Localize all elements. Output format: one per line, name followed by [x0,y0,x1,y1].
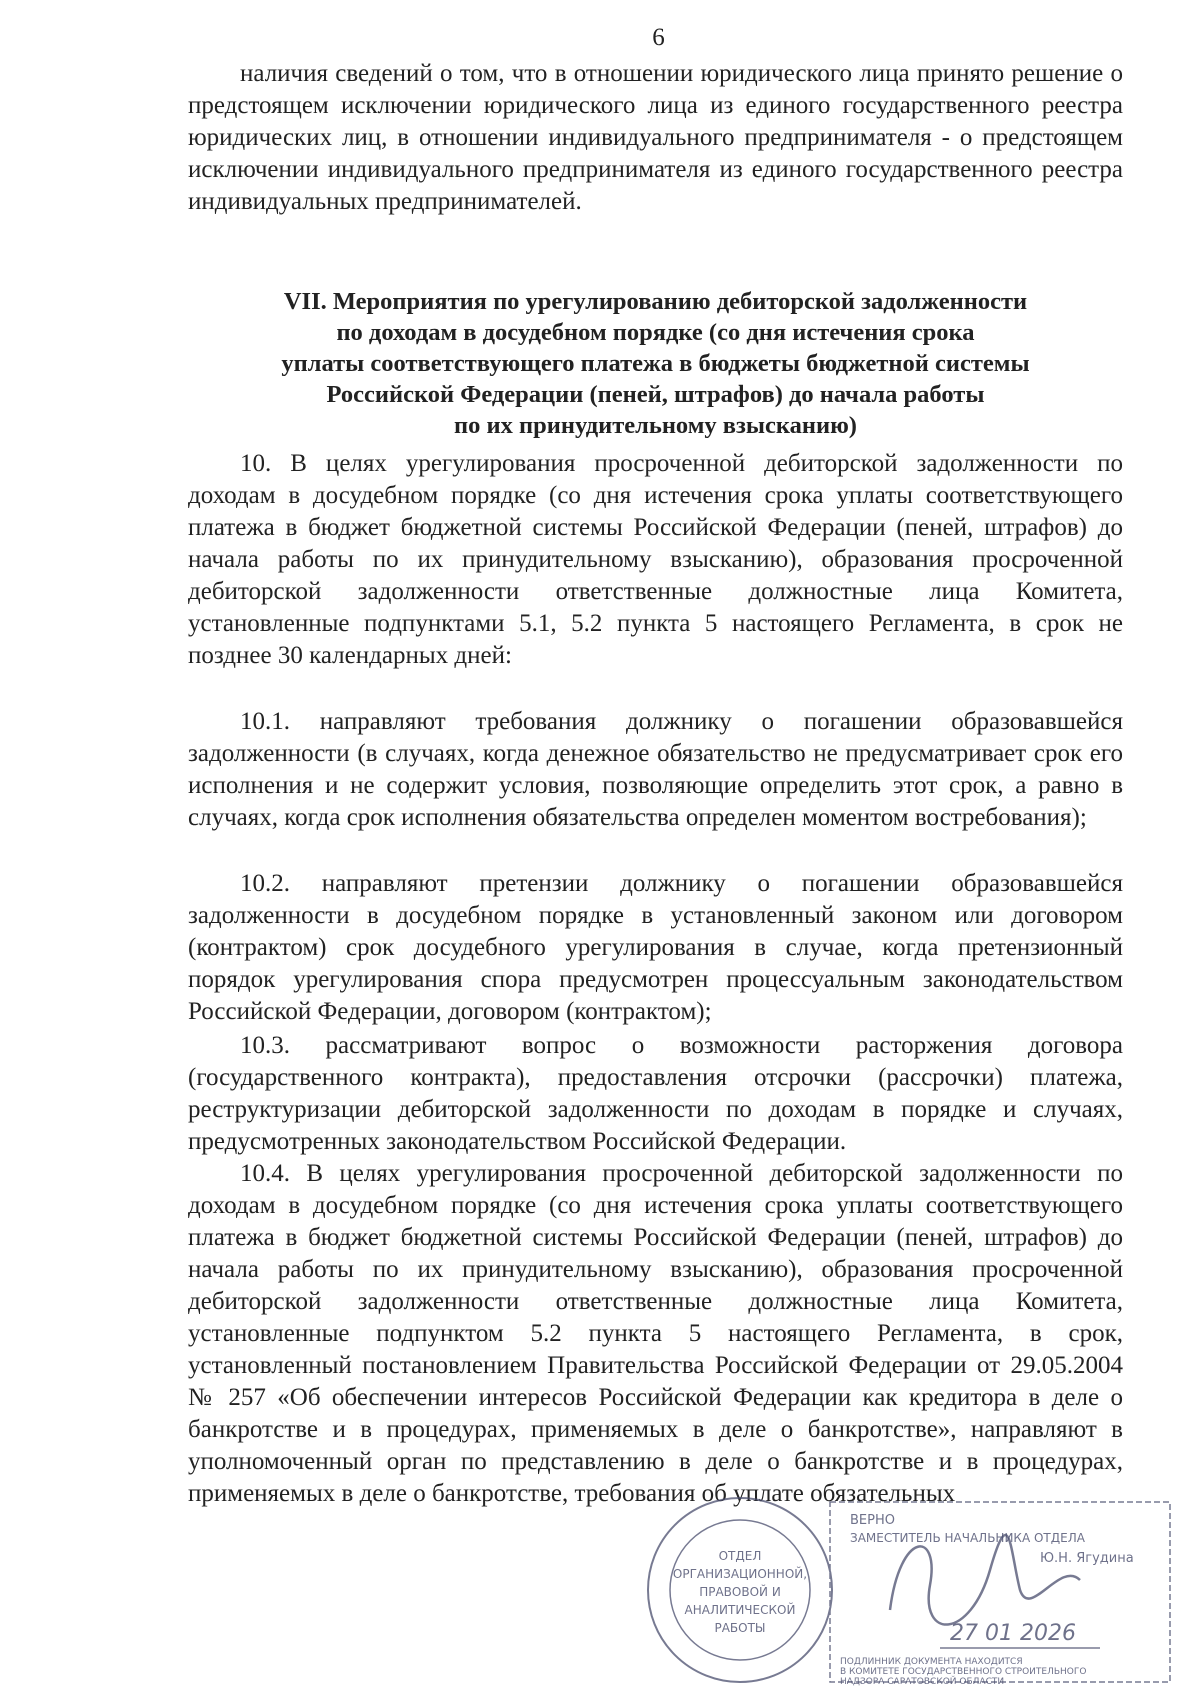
certification-stamp [640,1490,1180,1690]
certification-line: ПОДЛИННИК ДОКУМЕНТА НАХОДИТСЯ [840,1657,1023,1667]
page-number: 6 [652,24,665,51]
section-heading-line: по доходам в досудебном порядке (со дня истечения срока [336,319,975,346]
paragraph-10-4: 10.4. В целях урегулирования просроченной дебиторской задолженности по доходам в досудебном порядке (со дня истечения срока уплаты соответствующего платежа в бюджет бюджетной системы Российской Федерации (пеней, штрафов) до начала работы по их принудительному взысканию), образования просроченной дебиторской задолженности ответственные должностные лица Комитета, установленные подпунктом 5.2 пункта 5 настоящего Регламента, в срок, установленный постановлением Правительства Российской Федерации от 29.05.2004 № 257 «Об обеспечении интересов Российской Федерации как кредитора в деле о банкротстве и в процедурах, применяемых в деле о банкротстве», направляют в уполномоченный орган по представлению в деле о банкротстве и в процедурах, применяемых в деле о банкротстве, требования об уплате обязательных [188,1160,1123,1507]
seal-center-line: АНАЛИТИЧЕСКОЙ [684,1603,796,1617]
paragraph-10: 10. В целях урегулирования просроченной дебиторской задолженности по доходам в досудебном порядке (со дня истечения срока уплаты соответствующего платежа в бюджет бюджетной системы Российской Федерации (пеней, штрафов) до начала работы по их принудительному взысканию), образования просроченной дебиторской задолженности ответственные должностные лица Комитета, установленные подпунктами 5.1, 5.2 пункта 5 настоящего Регламента, в срок не позднее 30 календарных дней: [188,450,1123,669]
section-heading-line: VII. Мероприятия по урегулированию дебиторской задолженности [283,288,1028,315]
paragraph-10-3: 10.3. рассматривают вопрос о возможности расторжения договора (государственного контракта), предоставления отсрочки (рассрочки) платежа, реструктуризации дебиторской задолженности по доходам в порядке и случаях, предусмотренных законодательством Российской Федерации. [188,1032,1123,1155]
seal-center-line: РАБОТЫ [714,1621,766,1635]
certification-line: НАДЗОРА САРАТОВСКОЙ ОБЛАСТИ [840,1677,1005,1687]
paragraph-10-1: 10.1. направляют требования должнику о погашении образовавшейся задолженности (в случаях, когда денежное обязательство не предусматривает срок его исполнения и не содержит условия, позволяющие определить этот срок, а равно в случаях, когда срок исполнения обязательства определен моментом востребования); [188,708,1123,831]
section-heading-line: по их принудительному взысканию) [454,412,857,439]
paragraph-10-2: 10.2. направляют претензии должнику о погашении образовавшейся задолженности в досудебном порядке в установленный законом или договором (контрактом) срок досудебного урегулирования в случае, когда претензионный порядок урегулирования спора предусмотрен процессуальным законодательством Российской Федерации, договором (контрактом); [188,870,1123,1025]
section-heading [188,286,1123,441]
intro-paragraph: наличия сведений о том, что в отношении юридического лица принято решение о предстоящем исключении юридического лица из единого государственного реестра юридических лиц, в отношении индивидуального предпринимателя - о предстоящем исключении индивидуального предпринимателя из единого государственного реестра индивидуальных предпринимателей. [188,60,1123,215]
signature [890,1535,1080,1625]
section-heading-line: уплаты соответствующего платежа в бюджеты бюджетной системы [281,350,1030,377]
seal-center-line: ПРАВОВОЙ И [699,1585,781,1599]
certification-line: ВЕРНО [850,1513,895,1528]
certification-box [830,1502,1170,1682]
seal-center-line: ОРГАНИЗАЦИОННОЙ, [672,1567,808,1581]
certification-date: 27 01 2026 [950,1621,1076,1646]
certification-line: Ю.Н. Ягудина [1040,1551,1134,1566]
certification-line: В КОМИТЕТЕ ГОСУДАРСТВЕННОГО СТРОИТЕЛЬНОГО [840,1667,1087,1677]
section-heading-line: Российской Федерации (пеней, штрафов) до начала работы [326,381,985,408]
seal-center-line: ОТДЕЛ [718,1549,762,1563]
certification-line: ЗАМЕСТИТЕЛЬ НАЧАЛЬНИКА ОТДЕЛА [850,1531,1085,1545]
